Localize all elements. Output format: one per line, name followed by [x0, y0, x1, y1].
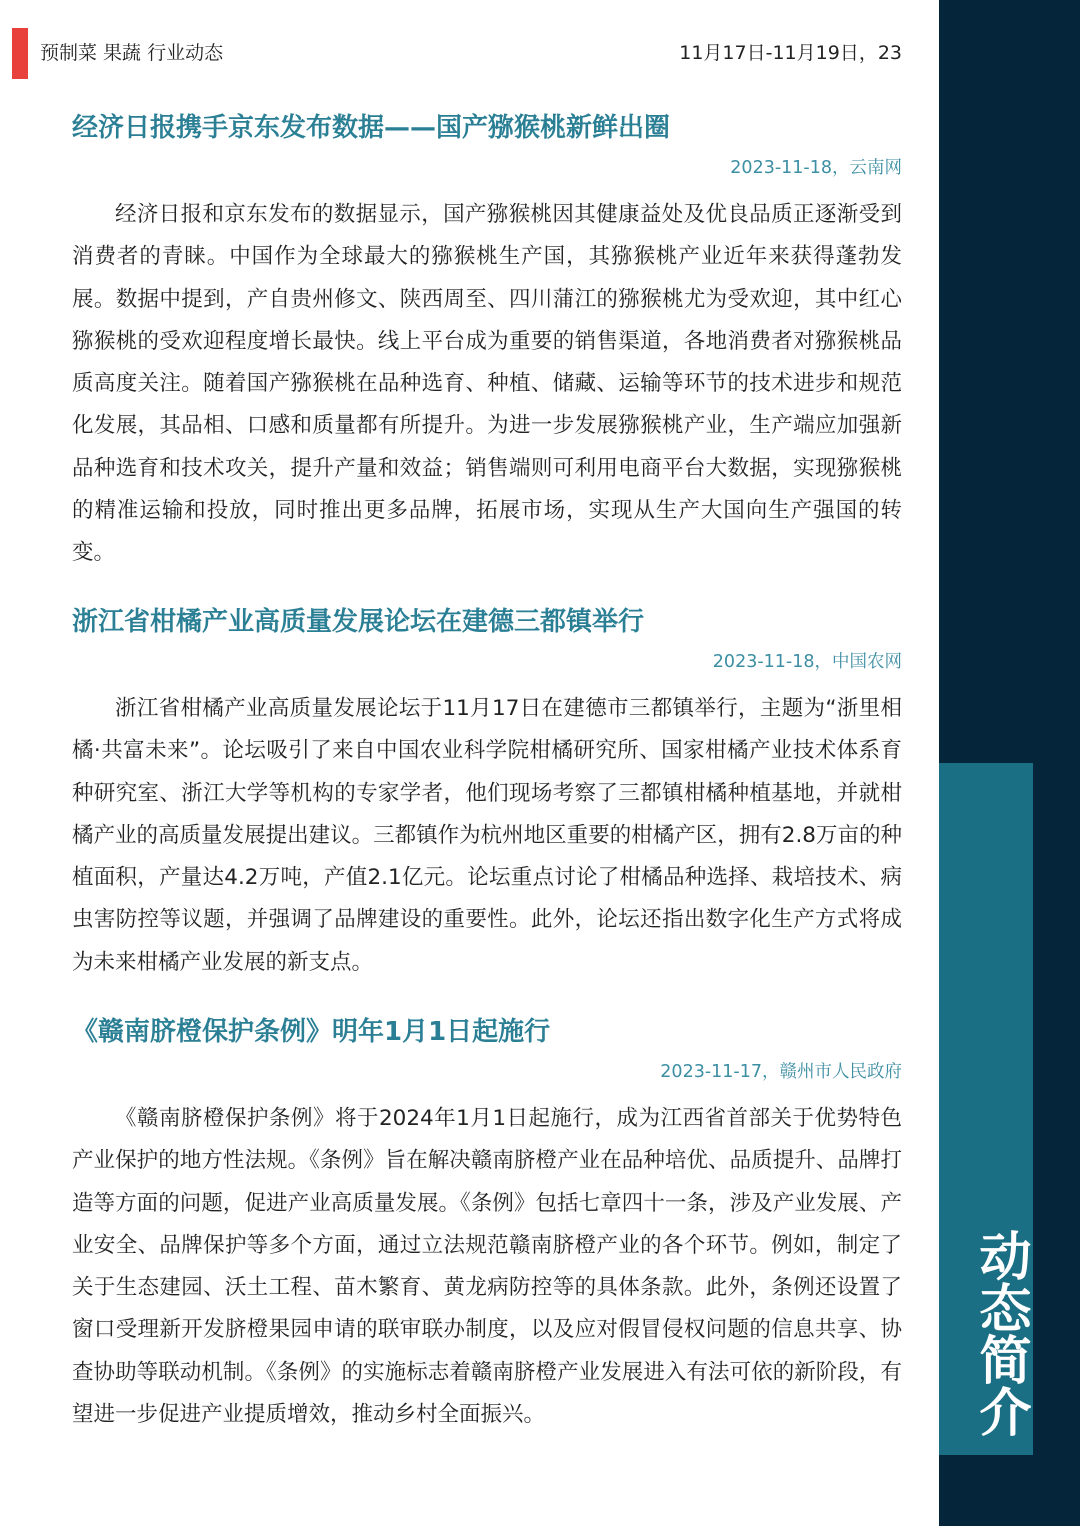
article-citrus-forum	[72, 604, 902, 984]
article-navel-orange-regulation	[72, 1014, 902, 1436]
header-category-tags: 预制菜 果蔬 行业动态	[40, 42, 224, 64]
section-tab-label: 动态简介	[970, 1229, 1030, 1437]
article-body: 经济日报和京东发布的数据显示，国产猕猴桃因其健康益处及优良品质正逐渐受到消费者的青睐。中国作为全球最大的猕猴桃生产国，其猕猴桃产业近年来获得蓬勃发展。数据中提到，产自贵州修文、陕西周至、四川蒲江的猕猴桃尤为受欢迎，其中红心猕猴桃的受欢迎程度增长最快。线上平台成为重要的销售渠道，各地消费者对猕猴桃品质高度关注。随着国产猕猴桃在品种选育、种植、储藏、运输等环节的技术进步和规范化发展，其品相、口感和质量都有所提升。为进一步发展猕猴桃产业，生产端应加强新品种选育和技术攻关，提升产量和效益；销售端则可利用电商平台大数据，实现猕猴桃的精准运输和投放，同时推出更多品牌，拓展市场，实现从生产大国向生产强国的转变。	[72, 202, 902, 566]
article-kiwifruit	[72, 110, 902, 575]
header-accent-bar	[12, 28, 28, 79]
header-date-page: 11月17日-11月19日，23	[679, 42, 902, 64]
section-tab	[939, 763, 1033, 1455]
article-body: 浙江省柑橘产业高质量发展论坛于11月17日在建德市三都镇举行，主题为“浙里相橘·共富未来”。论坛吸引了来自中国农业科学院柑橘研究所、国家柑橘产业技术体系育种研究室、浙江大学等机构的专家学者，他们现场考察了三都镇柑橘种植基地，并就柑橘产业的高质量发展提出建议。三都镇作为杭州地区重要的柑橘产区，拥有2.8万亩的种植面积，产量达4.2万吨，产值2.1亿元。论坛重点讨论了柑橘品种选择、栽培技术、病虫害防控等议题，并强调了品牌建设的重要性。此外，论坛还指出数字化生产方式将成为未来柑橘产业发展的新支点。	[72, 696, 902, 975]
article-title: 《赣南脐橙保护条例》明年1月1日起施行	[72, 1017, 551, 1047]
article-meta: 2023-11-17，赣州市人民政府	[660, 1062, 902, 1082]
article-body: 《赣南脐橙保护条例》将于2024年1月1日起施行，成为江西省首部关于优势特色产业保护的地方性法规。《条例》旨在解决赣南脐橙产业在品种培优、品质提升、品牌打造等方面的问题，促进产业高质量发展。《条例》包括七章四十一条，涉及产业发展、产业安全、品牌保护等多个方面，通过立法规范赣南脐橙产业的各个环节。例如，制定了关于生态建园、沃土工程、苗木繁育、黄龙病防控等的具体条款。此外，条例还设置了窗口受理新开发脐橙果园申请的联审联办制度，以及应对假冒侵权问题的信息共享、协查协助等联动机制。《条例》的实施标志着赣南脐橙产业发展进入有法可依的新阶段，有望进一步促进产业提质增效，推动乡村全面振兴。	[72, 1106, 902, 1428]
article-meta: 2023-11-18，中国农网	[712, 652, 902, 672]
article-meta: 2023-11-18，云南网	[730, 158, 902, 178]
article-title: 经济日报携手京东发布数据——国产猕猴桃新鲜出圈	[72, 113, 671, 143]
article-title: 浙江省柑橘产业高质量发展论坛在建德三都镇举行	[72, 607, 645, 637]
